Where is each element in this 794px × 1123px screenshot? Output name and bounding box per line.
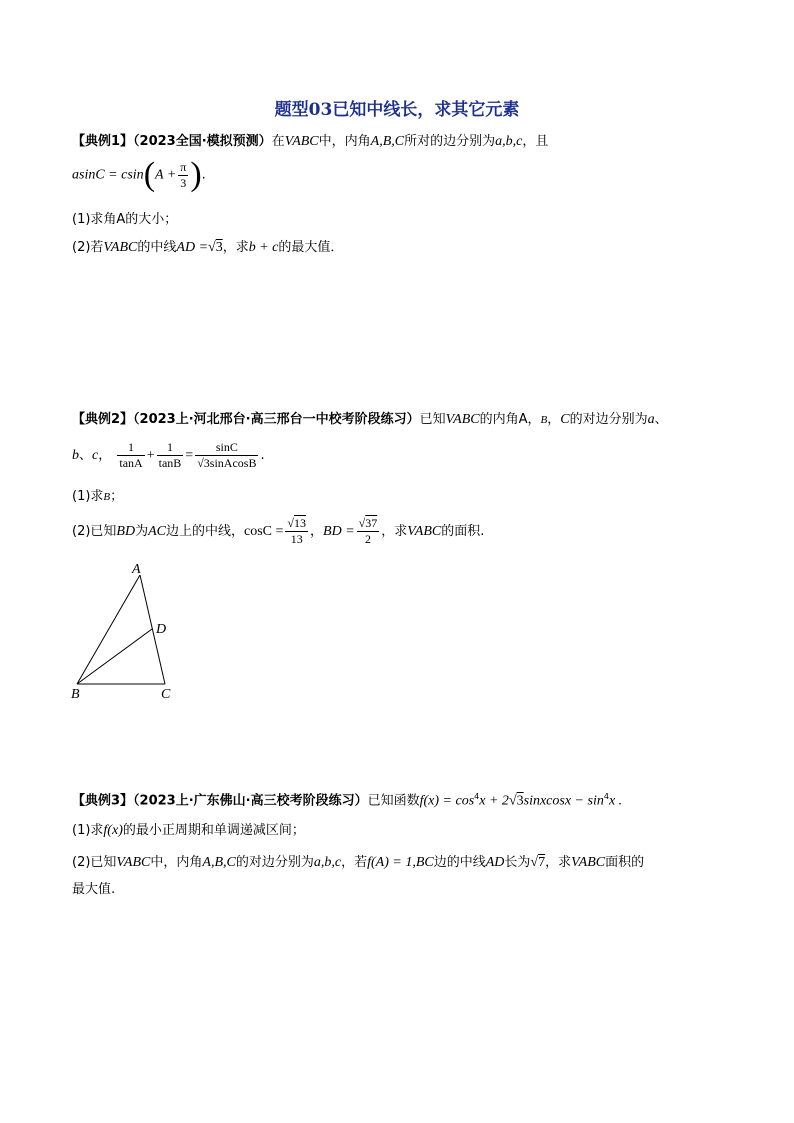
ex3-source: （2023上·广东佛山·高三校考阶段练习） <box>133 793 368 809</box>
radicand: 3 <box>203 456 210 470</box>
ex3-q1 <box>72 821 305 841</box>
eq-end: . <box>260 448 265 463</box>
q-text: 为 <box>135 524 149 539</box>
ex1-q2 <box>72 238 343 258</box>
q-text: ； <box>110 489 124 504</box>
q-triangle: VABC <box>116 855 151 870</box>
ex1-q2-triangle: VABC <box>103 240 138 255</box>
ex2-source: （2023上·河北邢台·高三邢台一中校考阶段练习） <box>133 412 420 427</box>
page-title: 题型03已知中线长，求其它元素 <box>274 100 520 120</box>
bd-eq: BD = <box>323 524 355 539</box>
ex2-label: 【典例2】 <box>72 412 134 427</box>
q-angles: A,B,C <box>202 855 236 870</box>
q-sides: a,b,c <box>313 855 342 870</box>
radicand: 37 <box>365 516 378 530</box>
frac-den: 2 <box>364 532 371 546</box>
q-text: 面积的 <box>605 855 645 870</box>
ex1-q2-text: 的最大值． <box>278 240 344 255</box>
q-text: 的对边分别为 <box>235 855 314 870</box>
q-text: ， <box>310 524 324 539</box>
ex1-eq-end: . <box>201 167 206 183</box>
ex2-text: 、 <box>654 412 668 427</box>
equals: = <box>185 448 194 463</box>
q-ac: AC <box>148 524 166 539</box>
ex1-text: ，且 <box>522 134 549 149</box>
ex1-q2-bc: b + c <box>248 240 279 255</box>
ex2-q1 <box>72 487 123 507</box>
ex1-eq-inner: A + <box>155 167 177 183</box>
ex3-fx: f(x) = cos <box>419 793 475 809</box>
q-cond: f(A) = 1,BC <box>367 855 434 870</box>
ex1-equation <box>72 158 206 192</box>
cosC-fraction <box>285 516 308 547</box>
ex2-side-c: c <box>92 448 99 463</box>
q-text: (1)求 <box>72 823 104 838</box>
frac-den: 3 <box>180 175 187 190</box>
ex1-triangle: VABC <box>284 134 319 149</box>
ex2-text: 已知 <box>419 412 446 427</box>
ex1-source: （2023全国·模拟预测） <box>133 134 272 149</box>
sqrt-sign: √ <box>208 240 216 255</box>
frac-den: tanA <box>119 456 143 470</box>
ex2-text: 的对边分别为 <box>569 412 648 427</box>
q-text: 中，内角 <box>150 855 203 870</box>
ex3-mid: x + 2 <box>479 793 509 809</box>
q-ad: AD <box>485 855 505 870</box>
ex3-q2-cont: 最大值. <box>72 882 116 897</box>
exp: 4 <box>474 792 480 801</box>
sqrt-sign: √ <box>530 855 539 870</box>
plus: + <box>146 448 155 463</box>
ex1-text: 中，内角 <box>318 134 371 149</box>
q-text: 的最小正周期和单调递减区间； <box>122 823 305 838</box>
q-text: 的面积. <box>441 524 485 539</box>
right-paren: ) <box>190 156 202 193</box>
ex1-q2-radicand: 3 <box>215 240 223 255</box>
ex2-q2 <box>72 516 484 547</box>
ex1-sides: a,b,c <box>495 134 523 149</box>
frac-num: 1 <box>157 440 184 456</box>
q-text: 边上的中线， <box>166 524 245 539</box>
q-text: 边的中线 <box>433 855 486 870</box>
one-over-tanA <box>117 440 144 471</box>
ex1-text: 所对的边分别为 <box>404 134 496 149</box>
radicand: 7 <box>538 855 546 870</box>
point-d-label: D <box>156 622 167 637</box>
q-text: ，求 <box>545 855 572 870</box>
den-rest: sinAcosB <box>209 456 257 470</box>
frac-num: √13 <box>287 516 307 530</box>
q-text: (1)求 <box>72 489 104 504</box>
q-text: ，若 <box>341 855 368 870</box>
frac-num: √37 <box>358 516 378 530</box>
sqrt-sign: √ <box>508 793 517 809</box>
median-bd <box>77 629 152 684</box>
left-paren: ( <box>143 156 156 193</box>
edge-ab <box>77 575 140 684</box>
radicand: 13 <box>294 516 307 530</box>
ex2-c: C <box>560 412 570 427</box>
cosC: cosC = <box>244 524 284 539</box>
ex2-intro-line <box>72 410 668 430</box>
q-fx: f(x) <box>103 823 123 838</box>
ex2-a: a <box>647 412 655 427</box>
q-triangle: VABC <box>571 855 606 870</box>
pi-over-3-fraction <box>178 160 188 191</box>
one-over-tanB <box>157 440 184 471</box>
q-text: (2)已知 <box>72 855 117 870</box>
bd-fraction <box>357 516 380 547</box>
sinC-fraction <box>195 440 258 471</box>
ex2-side-b: b <box>72 448 79 463</box>
frac-den: tanB <box>158 456 182 470</box>
frac-num: sinC <box>195 440 258 456</box>
sep: ， <box>98 448 112 463</box>
q-triangle: VABC <box>407 524 442 539</box>
triangle-figure <box>65 560 185 705</box>
frac-den: √3sinAcosB <box>197 456 257 470</box>
frac-den: 13 <box>290 532 303 546</box>
ex3-intro-line <box>72 787 622 811</box>
q-text: 长为 <box>504 855 531 870</box>
vertex-c-label: C <box>161 687 171 702</box>
ex1-q1: (1)求角A的大小； <box>72 212 178 227</box>
radicand: 3 <box>516 793 524 809</box>
frac-num: π <box>180 159 187 174</box>
ex3-mid2: sinxcosx − sin <box>523 793 604 809</box>
ex2-text: ， <box>547 412 561 427</box>
q-text: ，求 <box>381 524 408 539</box>
ex1-q2-text: ，求 <box>222 240 249 255</box>
ex2-triangle: VABC <box>445 412 480 427</box>
ex1-angles: A,B,C <box>370 134 405 149</box>
ex3-end: x . <box>608 793 623 809</box>
exp: 4 <box>603 792 609 801</box>
ex1-q2-text: (2)若 <box>72 240 104 255</box>
q-b: B <box>103 491 111 503</box>
vertex-a-label: A <box>132 562 141 577</box>
ex2-equation <box>72 440 265 471</box>
ex3-q2 <box>72 853 644 873</box>
vertex-b-label: B <box>71 687 80 702</box>
ex3-text: 已知函数 <box>367 793 420 809</box>
ex2-b: B <box>540 414 548 426</box>
ex1-intro-line <box>72 132 548 152</box>
ex1-q2-ad: AD = <box>176 240 209 255</box>
ex2-text: 的内角A， <box>479 412 541 427</box>
frac-num: 1 <box>117 440 144 456</box>
ex1-eq-lhs: asinC = csin <box>72 167 144 183</box>
q-text: (2)已知 <box>72 524 117 539</box>
ex1-text: 在 <box>271 134 285 149</box>
sep: 、 <box>79 448 93 463</box>
ex3-label: 【典例3】 <box>72 793 134 809</box>
q-bd: BD <box>116 524 136 539</box>
ex1-label: 【典例1】 <box>72 134 134 149</box>
ex1-q2-text: 的中线 <box>137 240 177 255</box>
